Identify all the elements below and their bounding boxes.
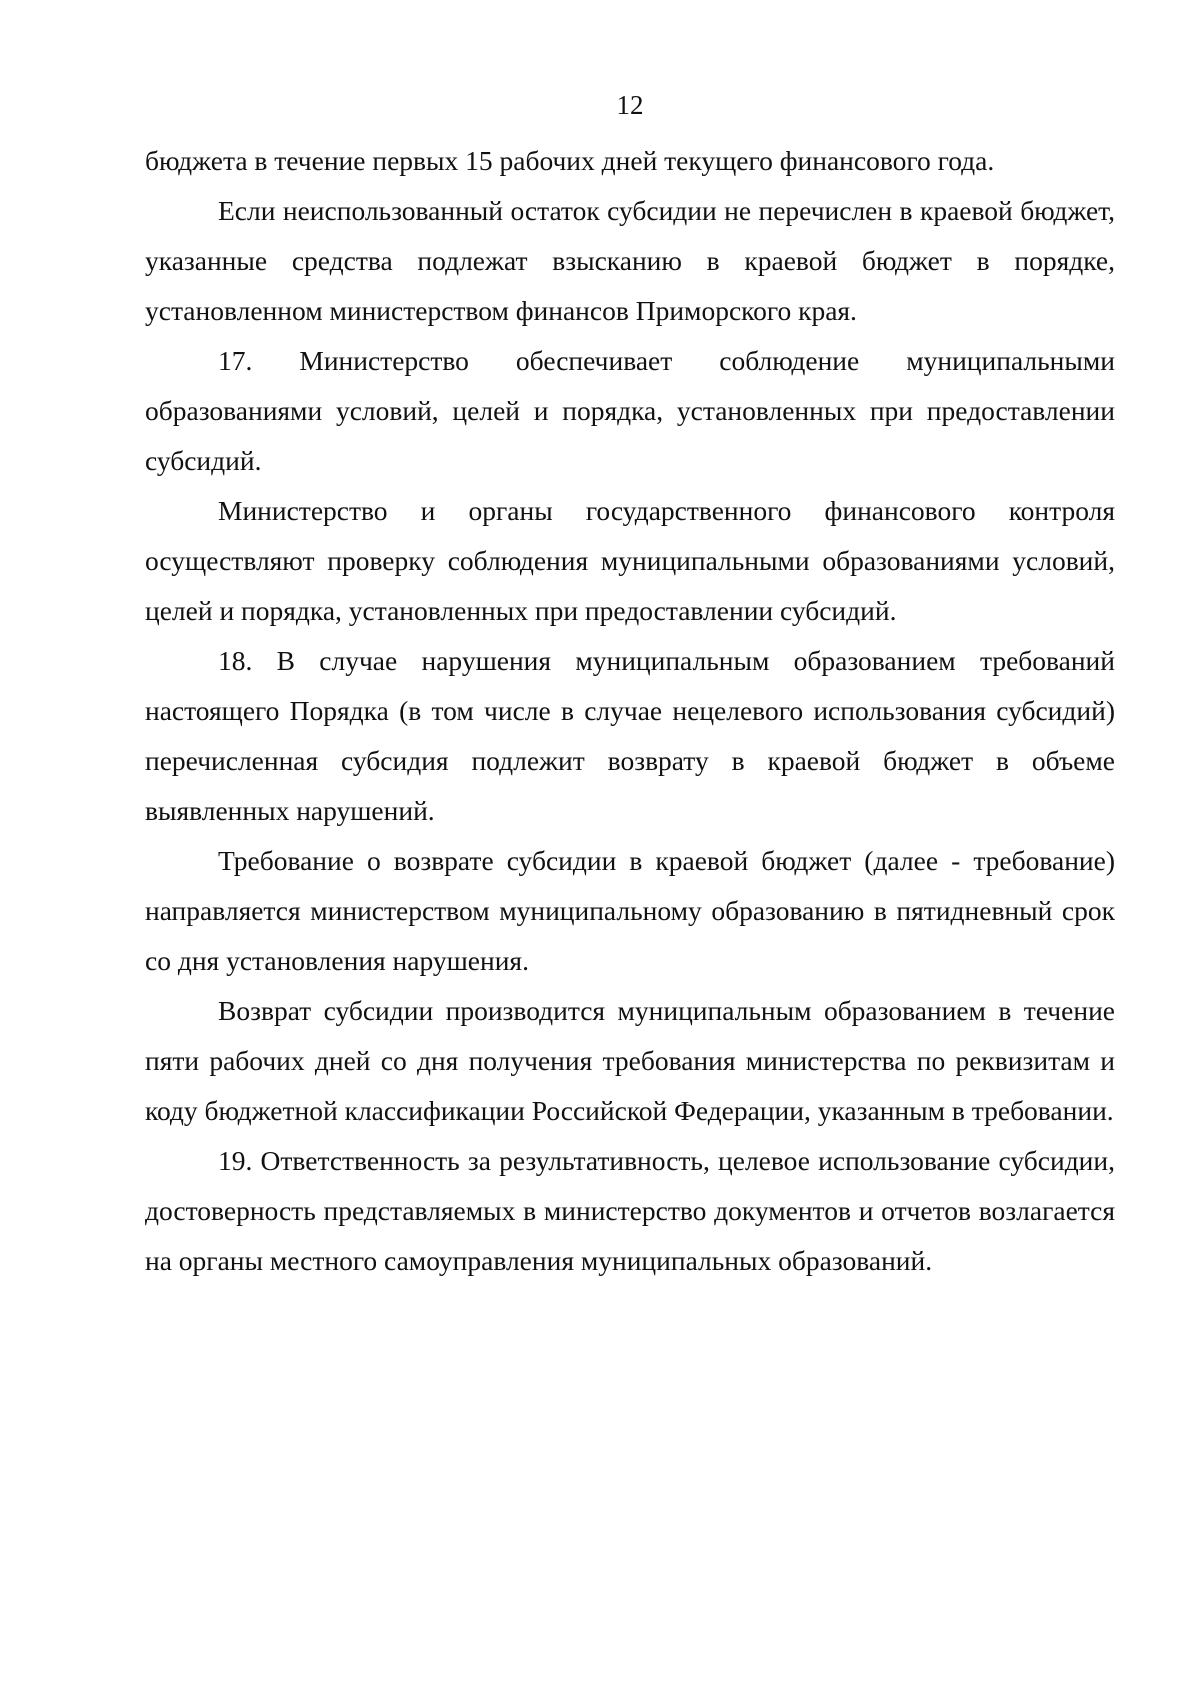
paragraph-return-requirement: Требование о возврате субсидии в краевой бюджет (далее - требование) направляется министерством муниципальному образованию в пятидневный срок со дня установления нарушения. bbox=[145, 845, 1115, 976]
paragraph-unused-balance: Если неиспользованный остаток субсидии не перечислен в краевой бюджет, указанные средства подлежат взысканию в краевой бюджет в порядке, установленном министерством финансов Приморского края. bbox=[145, 195, 1115, 326]
paragraph-financial-control: Министерство и органы государственного финансового контроля осуществляют проверку соблюдения муниципальными образованиями условий, целей и порядка, установленных при предоставлении субсидий. bbox=[145, 495, 1115, 626]
page-number: 12 bbox=[616, 90, 644, 120]
paragraph-subsidy-return: Возврат субсидии производится муниципальным образованием в течение пяти рабочих дней со дня получения требования министерства по реквизитам и коду бюджетной классификации Российской Федерации, указанным в требовании. bbox=[145, 995, 1115, 1126]
paragraph-budget-continuation: бюджета в течение первых 15 рабочих дней текущего финансового года. bbox=[145, 145, 995, 176]
paragraph-item-19: 19. Ответственность за результативность, целевое использование субсидии, достоверность представляемых в министерство документов и отчетов возлагается на органы местного самоуправления муниципальных образований. bbox=[145, 1145, 1115, 1276]
document-body bbox=[145, 136, 1115, 1286]
paragraph-item-18: 18. В случае нарушения муниципальным образованием требований настоящего Порядка (в том числе в случае нецелевого использования субсидий) перечисленная субсидия подлежит возврату в краевой бюджет в объеме выявленных нарушений. bbox=[145, 645, 1115, 826]
paragraph-item-17: 17. Министерство обеспечивает соблюдение муниципальными образованиями условий, целей и порядка, установленных при предоставлении субсидий. bbox=[145, 345, 1115, 476]
